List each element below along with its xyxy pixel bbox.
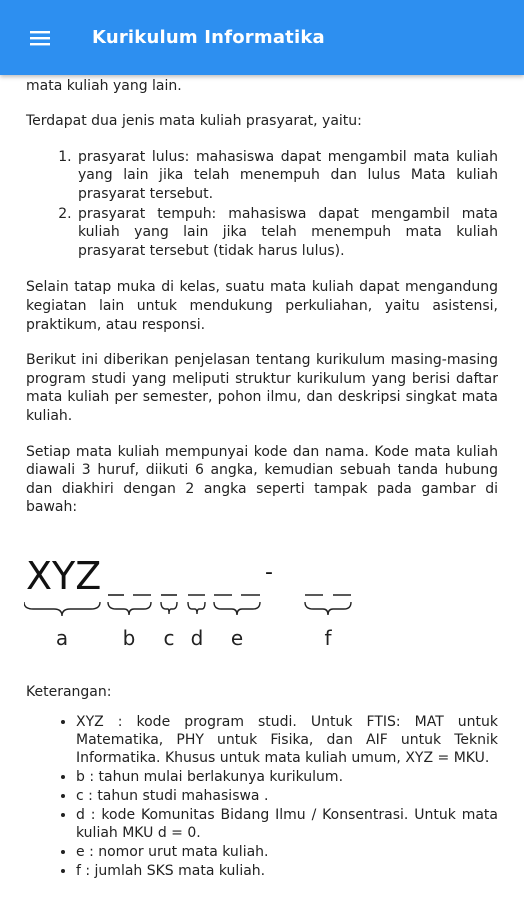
list-item: • d : kode Komunitas Bidang Ilmu / Konsentrasi. Untuk mata kuliah MKU d = 0. — [76, 806, 498, 842]
label-d: d — [190, 625, 204, 650]
app-bar — [0, 0, 524, 75]
diagram-braces — [24, 602, 351, 616]
list-item: • XYZ : kode program studi. Untuk FTIS: MAT untuk Matematika, PHY untuk Fisika, dan AIF untuk Teknik Informatika. Khusus untuk mata kuliah umum, XYZ = MKU. — [76, 713, 498, 767]
diagram-prefix: XYZ — [26, 553, 102, 598]
label-e: e — [230, 625, 244, 650]
diagram-hyphen: - — [265, 559, 273, 585]
legend-title: Keterangan: — [26, 683, 112, 700]
label-a: a — [55, 625, 69, 650]
list-item: • f : jumlah SKS mata kuliah. — [76, 862, 498, 880]
diagram-labels — [56, 626, 333, 650]
intro-end: mata kuliah yang lain. — [26, 77, 182, 94]
course-code-diagram — [24, 545, 424, 665]
paragraph-course-code: Setiap mata kuliah mempunyai kode dan nama. Kode mata kuliah diawali 3 huruf, diikuti 6 angka, kemudian sebuah tanda hubung dan diakhiri dengan 2 angka seperti tampak pada gambar di bawah: — [26, 443, 498, 516]
list-item: • b : tahun mulai berlakunya kurikulum. — [76, 768, 498, 786]
content-scroll-area[interactable] — [0, 58, 524, 900]
paragraph-explanation: Berikut ini diberikan penjelasan tentang kurikulum masing-masing program studi yang meliputi struktur kurikulum yang berisi daftar mata kuliah per semester, pohon ilmu, dan deskripsi singkat mata kuliah. — [26, 352, 498, 424]
paragraph-types-intro: Terdapat dua jenis mata kuliah prasyarat, yaitu: — [26, 113, 362, 130]
app-title: Kurikulum Informatika — [92, 27, 325, 48]
list-item: • c : tahun studi mahasiswa . — [76, 787, 498, 805]
label-f: f — [324, 625, 332, 650]
list-item: 2. prasyarat tempuh: mahasiswa dapat mengambil mata kuliah yang lain jika telah menempuh mata kuliah prasyarat tersebut (tidak harus lulus). — [76, 205, 498, 261]
label-c: c — [163, 625, 175, 650]
list-item: • e : nomor urut mata kuliah. — [76, 843, 498, 861]
label-b: b — [122, 625, 136, 650]
legend-list — [76, 713, 498, 880]
list-item: 1. prasyarat lulus: mahasiswa dapat mengambil mata kuliah yang lain jika telah menempuh dan lulus Mata kuliah prasyarat tersebut. — [76, 148, 498, 204]
paragraph-activities: Selain tatap muka di kelas, suatu mata kuliah dapat mengandung kegiatan lain untuk mendukung perkuliahan, yaitu asistensi, praktikum, atau responsi. — [26, 279, 498, 333]
hamburger-menu-icon[interactable] — [14, 12, 66, 64]
prerequisite-types-list — [76, 148, 498, 261]
